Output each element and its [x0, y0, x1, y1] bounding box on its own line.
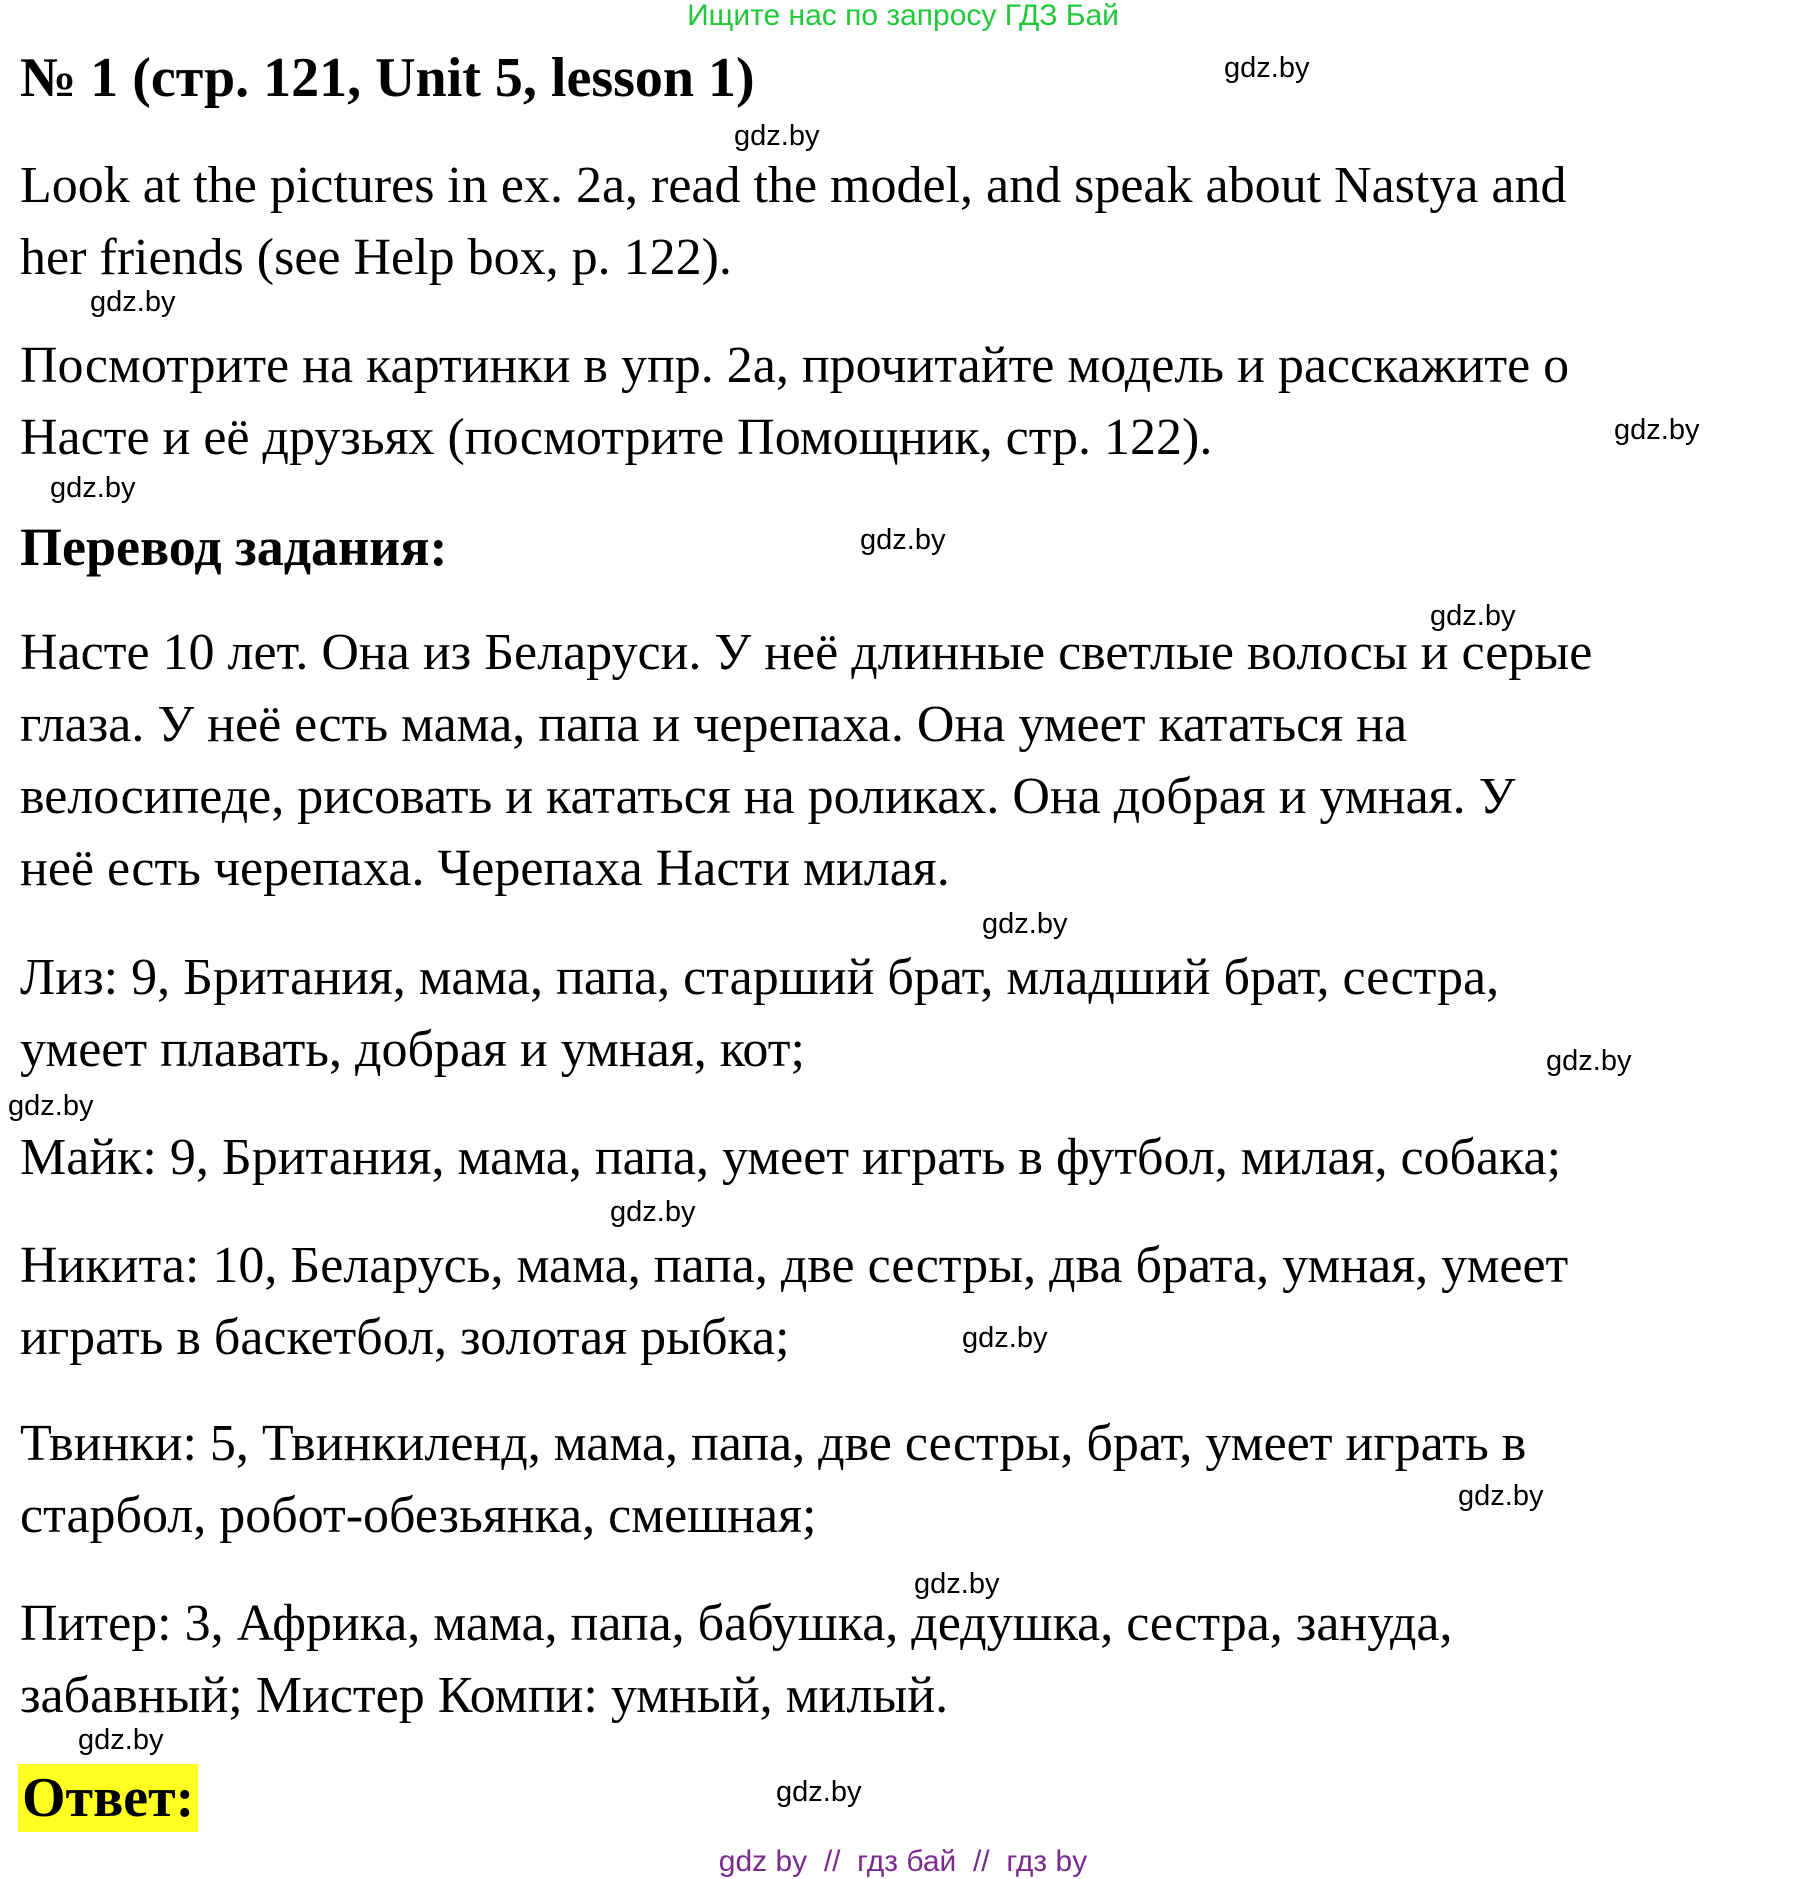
task-russian-line: Насте и её друзьях (посмотрите Помощник, стр. 122).: [20, 409, 1213, 466]
nikita-line: Никита: 10, Беларусь, мама, папа, две сестры, два брата, умная, умеет: [20, 1237, 1569, 1294]
answer-label: Ответ:: [18, 1764, 198, 1832]
peter-line: забавный; Мистер Компи: умный, милый.: [20, 1667, 949, 1724]
watermark: gdz.by: [78, 1724, 164, 1756]
mike-line: Майк: 9, Британия, мама, папа, умеет играть в футбол, милая, собака;: [20, 1129, 1562, 1186]
watermark: gdz.by: [962, 1322, 1048, 1354]
twinkie-line: Твинки: 5, Твинкиленд, мама, папа, две сестры, брат, умеет играть в: [20, 1415, 1527, 1472]
watermark: gdz.by: [1224, 52, 1310, 84]
watermark: gdz.by: [1614, 414, 1700, 446]
nikita-paragraph: [20, 1230, 1568, 1374]
nastya-line: глаза. У неё есть мама, папа и черепаха. Она умеет кататься на: [20, 696, 1408, 753]
watermark: gdz.by: [1430, 600, 1516, 632]
task-english-line: Look at the pictures in ex. 2a, read the model, and speak about Nastya and: [20, 157, 1567, 214]
nastya-line: Насте 10 лет. Она из Беларуси. У неё длинные светлые волосы и серые: [20, 624, 1593, 681]
watermark: gdz.by: [90, 286, 176, 318]
watermark: gdz.by: [860, 524, 946, 556]
twinkie-line: старбол, робот-обезьянка, смешная;: [20, 1487, 817, 1544]
liz-line: умеет плавать, добрая и умная, кот;: [20, 1021, 805, 1078]
top-banner: Ищите нас по запросу ГДЗ Бай: [687, 0, 1119, 32]
watermark: gdz.by: [982, 908, 1068, 940]
nastya-paragraph: [20, 617, 1592, 905]
watermark: gdz.by: [734, 120, 820, 152]
liz-line: Лиз: 9, Британия, мама, папа, старший брат, младший брат, сестра,: [20, 949, 1500, 1006]
watermark: gdz.by: [776, 1776, 862, 1808]
peter-line: Питер: 3, Африка, мама, папа, бабушка, дедушка, сестра, зануда,: [20, 1595, 1453, 1652]
peter-paragraph: [20, 1588, 1453, 1732]
watermark: gdz.by: [1546, 1045, 1632, 1077]
nastya-line: неё есть черепаха. Черепаха Насти милая.: [20, 840, 950, 897]
watermark: gdz.by: [914, 1568, 1000, 1600]
watermark: gdz.by: [8, 1090, 94, 1122]
liz-paragraph: [20, 942, 1499, 1086]
footer-links: gdz by // гдз бай // гдз by: [718, 1845, 1088, 1878]
task-english-line: her friends (see Help box, p. 122).: [20, 229, 732, 286]
nikita-line: играть в баскетбол, золотая рыбка;: [20, 1309, 790, 1366]
twinkie-paragraph: [20, 1408, 1526, 1552]
watermark: gdz.by: [1458, 1480, 1544, 1512]
task-english: [20, 150, 1567, 294]
task-russian-line: Посмотрите на картинки в упр. 2a, прочитайте модель и расскажите о: [20, 337, 1570, 394]
mike-paragraph: [20, 1122, 1561, 1194]
translation-heading: Перевод задания:: [20, 517, 448, 577]
exercise-title: № 1 (стр. 121, Unit 5, lesson 1): [20, 47, 755, 109]
nastya-line: велосипеде, рисовать и кататься на роликах. Она добрая и умная. У: [20, 768, 1516, 825]
watermark: gdz.by: [50, 472, 136, 504]
task-russian: [20, 330, 1569, 474]
watermark: gdz.by: [610, 1196, 696, 1228]
